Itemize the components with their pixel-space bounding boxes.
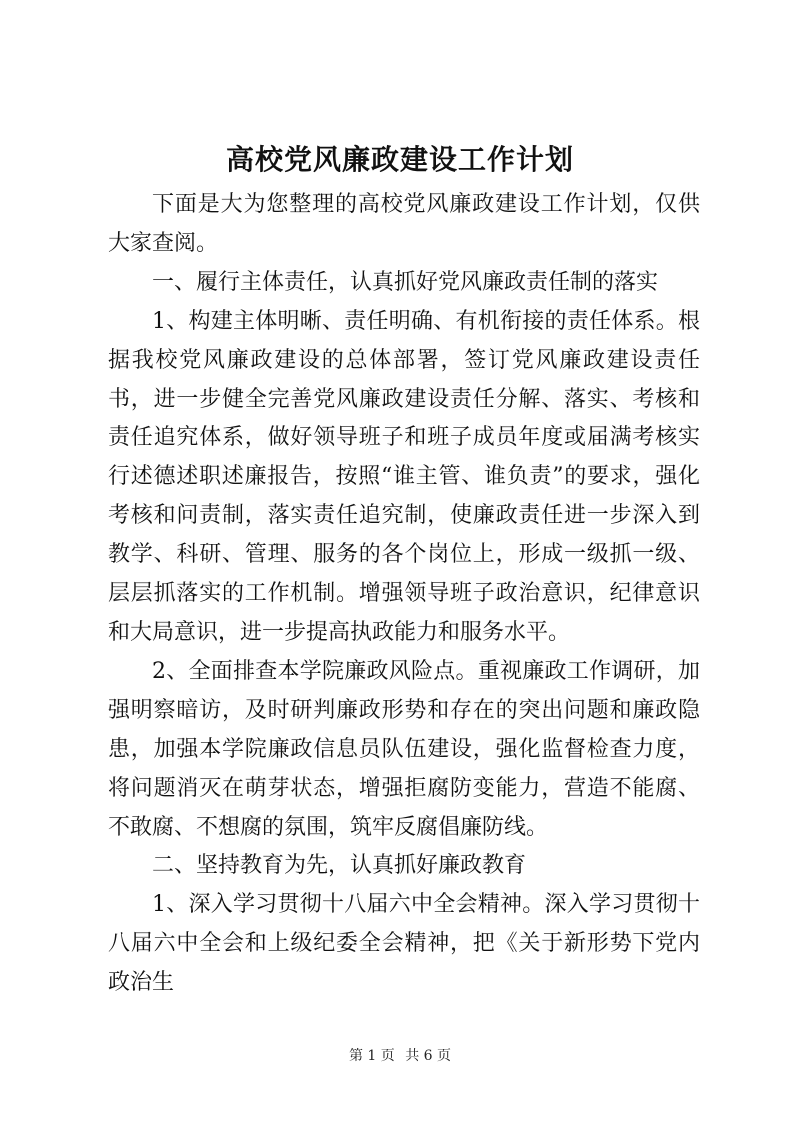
- section-heading-2: 二、坚持教育为先，认真抓好廉政教育: [152, 853, 527, 879]
- page-footer: [0, 1046, 800, 1066]
- section-heading-1: 一、履行主体责任，认真抓好党风廉政责任制的落实: [152, 269, 659, 295]
- document-body: [108, 186, 700, 1003]
- intro-paragraph: 下面是大为您整理的高校党风廉政建设工作计划，仅供大家查阅。: [108, 192, 700, 256]
- section-1-item-2: 2、全面排查本学院廉政风险点。重视廉政工作调研，加强明察暗访，及时研判廉政形势和存在的突出问题和廉政隐患，加强本学院廉政信息员队伍建设，强化监督检查力度，将问题消灭在萌芽状态，增强拒腐防变能力，营造不能腐、不敢腐、不想腐的氛围，筑牢反腐倡廉防线。: [108, 658, 700, 840]
- section-1-item-1: 1、构建主体明晰、责任明确、有机衔接的责任体系。根据我校党风廉政建设的总体部署，签订党风廉政建设责任书，进一步健全完善党风廉政建设责任分解、落实、考核和责任追究体系，做好领导班子和班子成员年度或届满考核实行述德述职述廉报告，按照“谁主管、谁负责”的要求，强化考核和问责制，落实责任追究制，使廉政责任进一步深入到教学、科研、管理、服务的各个岗位上，形成一级抓一级、层层抓落实的工作机制。增强领导班子政治意识，纪律意识和大局意识，进一步提高执政能力和服务水平。: [108, 308, 700, 645]
- page-number: 第 1 页: [348, 1048, 395, 1064]
- page-total: 共 6 页: [405, 1048, 452, 1064]
- document-title: 高校党风廉政建设工作计划: [225, 143, 574, 176]
- section-2-item-1: 1、深入学习贯彻十八届六中全会精神。深入学习贯彻十八届六中全会和上级纪委全会精神，把《关于新形势下党内政治生: [108, 892, 700, 996]
